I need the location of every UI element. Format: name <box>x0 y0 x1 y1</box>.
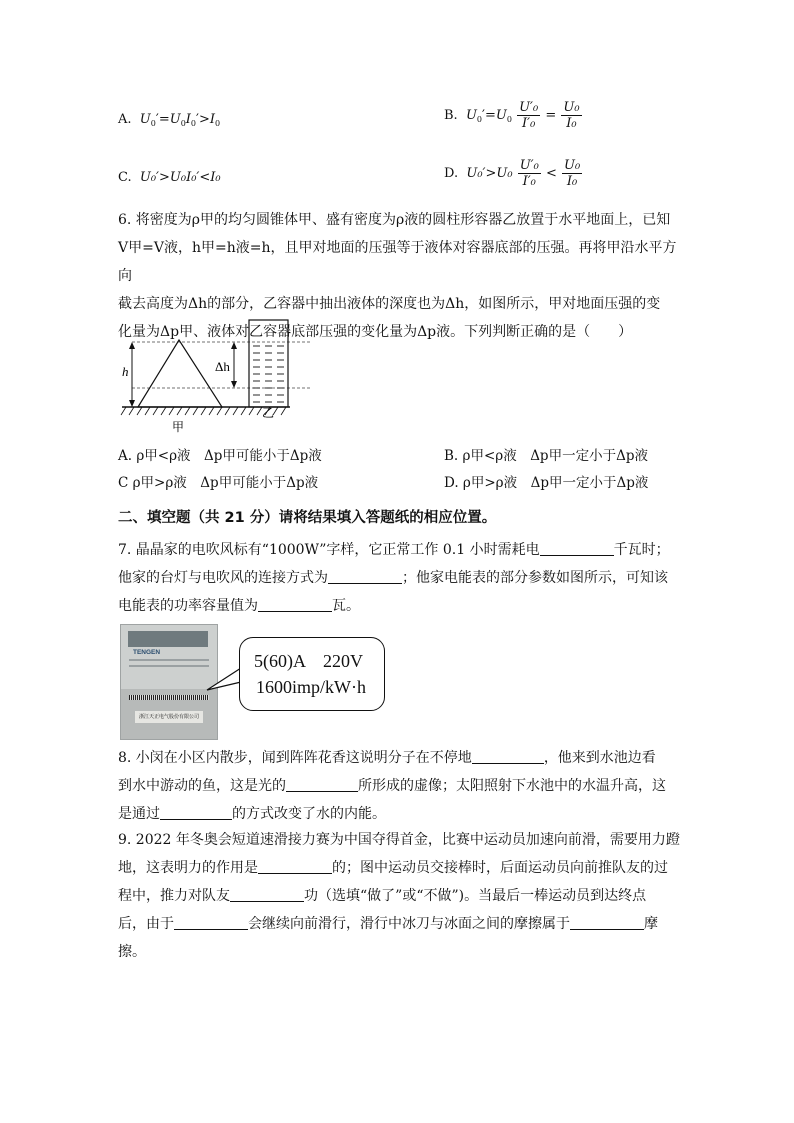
arrow-up-icon <box>129 342 135 349</box>
math-symbol: I <box>185 112 191 127</box>
q9-text: 程中，推力对队友 <box>118 888 230 904</box>
answer-blank[interactable] <box>160 803 232 820</box>
math-prime: ′ <box>196 112 199 127</box>
q9-text: 9. 2022 年冬奥会短道速滑接力赛为中国夺得首金，比赛中运动员加速向前滑，需要用力蹬 <box>118 832 680 848</box>
option-label: D. <box>444 166 459 181</box>
liquid-hatch <box>253 346 284 402</box>
fraction-denominator: I′₀ <box>521 116 536 131</box>
yi-label: 乙 <box>262 406 275 420</box>
math-prime: ′ <box>155 112 159 127</box>
option-label: A. <box>118 112 132 127</box>
option-b-q5 <box>444 100 583 131</box>
container-yi <box>249 320 288 407</box>
math-symbol: I <box>209 112 216 127</box>
math-symbol: U <box>139 112 151 127</box>
answer-blank[interactable] <box>258 857 332 874</box>
fraction-numerator: U′₀ <box>519 100 539 115</box>
q9-text: 地，这表明力的作用是 <box>118 860 258 876</box>
option-label: B. <box>444 108 458 123</box>
q6-line: 截去高度为Δh的部分，乙容器中抽出液体的深度也为Δh，如图所示，甲对地面压强的变 <box>118 296 661 312</box>
arrow-down-icon <box>129 400 135 407</box>
option-d-q6: D. ρ甲>ρ液 Δp甲一定小于Δp液 <box>444 475 649 491</box>
cone-container-figure <box>118 316 318 438</box>
meter-label-line <box>129 659 209 661</box>
option-b-q6: B. ρ甲<ρ液 Δp甲一定小于Δp液 <box>444 448 648 464</box>
meter-brand: TENGEN <box>133 649 161 656</box>
q8-text: ，他来到水池边看 <box>543 750 656 766</box>
electricity-meter-photo <box>120 624 218 740</box>
arrow-up-icon <box>231 342 237 349</box>
h-label: h <box>122 364 129 379</box>
jia-label: 甲 <box>172 420 185 434</box>
option-c-q5 <box>118 170 221 185</box>
dh-label: Δh <box>215 359 230 374</box>
q9-text: 的；图中运动员交接棒时，后面运动员向前推队友的过 <box>332 860 668 876</box>
option-a-q6: A. ρ甲<ρ液 Δp甲可能小于Δp液 <box>118 448 322 464</box>
arrow-down-icon <box>231 381 237 388</box>
q8-text: 8. 小闵在小区内散步，闻到阵阵花香这说明分子在不停地 <box>118 750 472 766</box>
q8-text: 所形成的虚像；太阳照射下水池中的水温升高，这 <box>358 778 666 794</box>
math-expression: U₀′>U₀ <box>466 166 513 181</box>
meter-label-line <box>129 665 209 667</box>
answer-blank[interactable] <box>286 775 358 792</box>
math-prime: ′ <box>482 108 485 123</box>
q7-text: 电能表的功率容量值为 <box>118 598 258 614</box>
q7-text: ；他家电能表的部分参数如图所示，可知该 <box>402 570 668 586</box>
math-subscript: 0 <box>215 119 221 128</box>
cone-jia <box>138 340 222 407</box>
option-d-q5 <box>444 158 583 189</box>
option-a-q5 <box>118 112 220 128</box>
answer-blank[interactable] <box>570 913 644 930</box>
math-operator: = <box>484 108 496 123</box>
math-subscript: 0 <box>476 115 483 124</box>
fraction-u0-i0 <box>561 100 581 131</box>
q8-text: 是通过 <box>118 806 160 822</box>
math-operator: = <box>158 112 170 127</box>
q9-text: 后，由于 <box>118 916 174 932</box>
math-symbol: U <box>465 108 477 123</box>
q7-text: 他家的台灯与电吹风的连接方式为 <box>118 570 328 586</box>
math-symbol: U <box>169 112 181 127</box>
q9-text: 功（选填“做了”或“不做”)。当最后一棒运动员到达终点 <box>304 888 647 904</box>
q9-text: 摩 <box>644 916 658 932</box>
fraction-u0p-i0p <box>517 100 540 131</box>
fraction-denominator: I₀ <box>566 174 578 189</box>
rated-current-voltage: 5(60)A 220V <box>254 651 363 671</box>
q7-text: 瓦。 <box>332 598 360 614</box>
option-label: C. <box>118 170 132 185</box>
barcode-icon <box>129 695 209 700</box>
section-heading: 二、填空题（共 21 分）请将结果填入答题纸的相应位置。 <box>118 510 497 526</box>
q6-line: 6. 将密度为ρ甲的均匀圆锥体甲、盛有密度为ρ液的圆柱形容器乙放置于水平地面上，已知 <box>118 212 671 228</box>
question-8-text <box>118 744 683 828</box>
q7-text: 千瓦时； <box>613 542 670 558</box>
q8-text: 到水中游动的鱼，这是光的 <box>118 778 286 794</box>
option-text: U₀′>U₀I₀′<I₀ <box>139 170 221 185</box>
fraction-numerator: U′₀ <box>519 158 539 173</box>
q9-text: 会继续向前滑行，滑行中冰刀与冰面之间的摩擦属于 <box>248 916 570 932</box>
question-7-text <box>118 536 683 620</box>
math-subscript: 0 <box>190 119 197 128</box>
answer-blank[interactable] <box>328 567 402 584</box>
math-subscript: 0 <box>180 119 186 128</box>
answer-blank[interactable] <box>174 913 248 930</box>
q6-line: 化量为Δp甲、液体对乙容器底部压强的变化量为Δp液。下列判断正确的是（ ） <box>118 324 633 340</box>
meter-company-label: 浙江天正电气股份有限公司 <box>135 711 203 723</box>
answer-blank[interactable] <box>258 595 332 612</box>
q9-text: 擦。 <box>118 944 146 960</box>
fraction-u0p-i0p <box>518 158 541 189</box>
math-subscript: 0 <box>150 119 156 128</box>
math-subscript: 0 <box>506 115 512 124</box>
fraction-numerator: U₀ <box>564 158 581 173</box>
math-operator: = <box>545 108 557 123</box>
meter-parameters-callout <box>239 637 385 711</box>
math-operator: < <box>545 166 557 181</box>
fraction-denominator: I′₀ <box>522 174 536 189</box>
answer-blank[interactable] <box>472 747 544 764</box>
answer-blank[interactable] <box>230 885 304 902</box>
q8-text: 的方式改变了水的内能。 <box>232 806 386 822</box>
math-symbol: U <box>495 108 507 123</box>
q7-text: 7. 晶晶家的电吹风标有“1000W”字样，它正常工作 0.1 小时需耗电 <box>118 542 540 558</box>
meter-constant: 1600imp/kW·h <box>256 677 366 697</box>
fraction-denominator: I₀ <box>566 116 577 131</box>
question-9-text <box>118 826 683 966</box>
q6-line: V甲=V液，h甲=h液=h，且甲对地面的压强等于液体对容器底部的压强。再将甲沿水平方向 <box>118 240 677 284</box>
option-c-q6: C ρ甲>ρ液 Δp甲可能小于Δp液 <box>118 475 319 491</box>
answer-blank[interactable] <box>540 539 614 556</box>
meter-display <box>128 631 208 647</box>
math-operator: > <box>198 112 210 127</box>
fraction-numerator: U₀ <box>563 100 580 115</box>
fraction-u0-i0 <box>562 158 582 189</box>
